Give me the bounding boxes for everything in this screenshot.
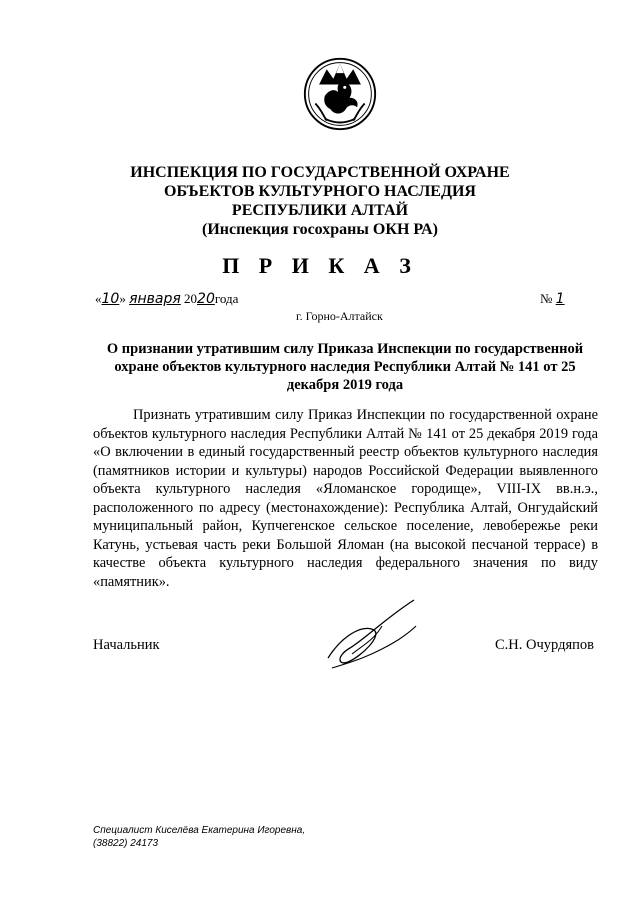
org-line-3: РЕСПУБЛИКИ АЛТАЙ [231, 202, 409, 219]
date-close-quote: » [119, 291, 126, 306]
date-open-quote: « [95, 291, 102, 306]
number-value: 1 [555, 291, 565, 307]
document-subject: О признании утратившим силу Приказа Инспекции по государственной охране объектов культурного наследия Республики Алтай № 141 от 25 декабря 2019 года [106, 341, 584, 393]
body-paragraph: Признать утратившим силу Приказ Инспекции по государственной охране объектов культурного наследия Республики Алтай № 141 от 25 декабря 2019 года «О включении в единый государственный реестр объектов культурного наследия (памятников истории и культуры) народов Российской Федерации выявленного объекта культурного наследия «Яломанское городище», VIII-IX вв.н.э., расположенного по адресу (местонахождение): Республика Алтай, Онгудайский муниципальный район, Купчегенское сельское поселение, левобережье реки Катунь, устьевая часть реки Большой Яломан (на высокой песчаной террасе) в качестве объекта культурного наследия федерального значения по виду «памятник». [93, 407, 598, 590]
signatory-name: С.Н. Очурдяпов [495, 637, 594, 653]
number-label: № [540, 291, 553, 306]
organization-header [60, 163, 580, 239]
handwritten-signature [322, 596, 422, 682]
document-date [95, 291, 238, 307]
document-number [540, 291, 565, 307]
city-name: г. Горно-Алтайск [296, 309, 383, 323]
footer-line-2: (38822) 24173 [93, 838, 159, 849]
date-year-prefix: 20 [184, 291, 198, 306]
date-year-word: года [214, 291, 239, 306]
org-line-1: ИНСПЕКЦИЯ ПО ГОСУДАРСТВЕННОЙ ОХРАНЕ [130, 164, 510, 181]
date-year-suffix: 20 [197, 291, 215, 307]
footer-line-1: Специалист Киселёва Екатерина Игоревна, [93, 825, 306, 836]
date-day: 10 [101, 291, 120, 307]
footer-contact [93, 824, 305, 850]
date-month: января [129, 291, 181, 307]
coat-of-arms-emblem [302, 56, 378, 132]
document-title: П Р И К А З [222, 253, 418, 278]
org-line-2: ОБЪЕКТОВ КУЛЬТУРНОГО НАСЛЕДИЯ [164, 183, 476, 200]
signatory-title: Начальник [93, 637, 160, 653]
org-line-4: (Инспекция госохраны ОКН РА) [201, 221, 438, 238]
